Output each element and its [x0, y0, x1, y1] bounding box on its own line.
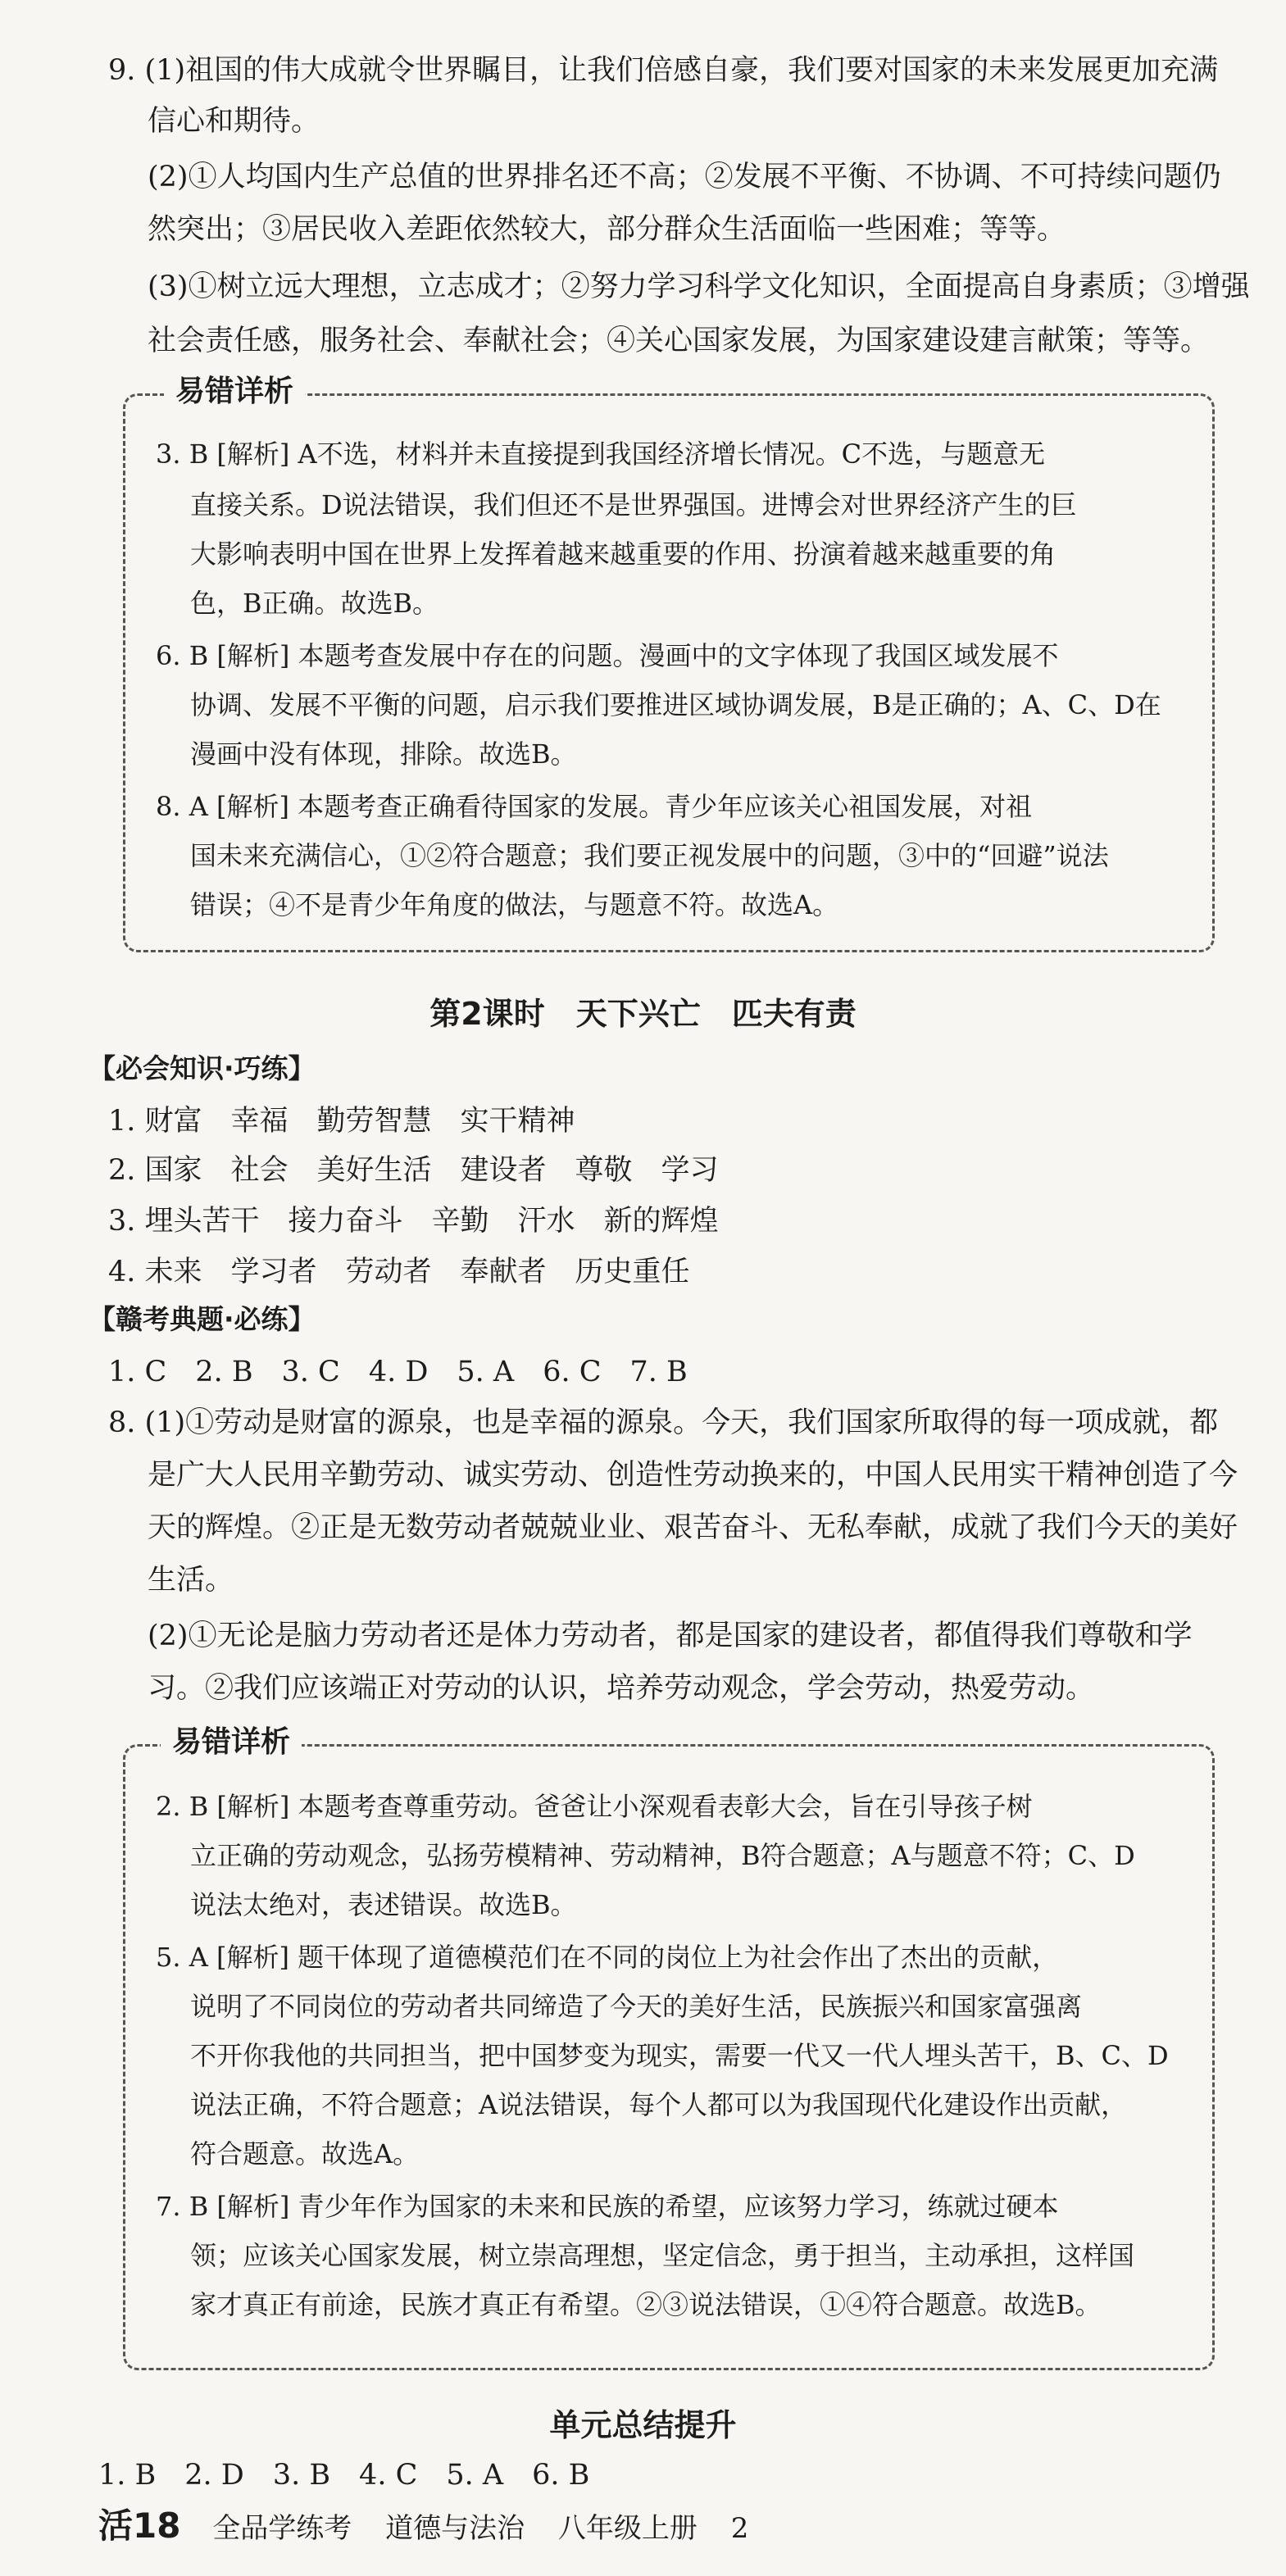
unit-answers: 1. B 2. D 3. B 4. C 5. A 6. B: [98, 2459, 590, 2492]
section-heading-exam: 【赣考典题·必练】: [89, 1303, 316, 1335]
footer-brand: 活18: [98, 2506, 181, 2546]
analysis-1-line: 直接关系。D说法错误，我们但还不是世界强国。进博会对世界经济产生的巨: [190, 489, 1077, 520]
analysis-2-line: 领；应该关心国家发展，树立崇高理想，坚定信念，勇于担当，主动承担，这样国: [190, 2240, 1135, 2271]
q9-line-1: 9. (1)祖国的伟大成就令世界瞩目，让我们倍感自豪，我们要对国家的未来发展更加充满: [108, 54, 1219, 87]
knowledge-line-4: 4. 未来 学习者 劳动者 奉献者 历史重任: [108, 1256, 690, 1288]
q8-line: 是广大人民用辛勤劳动、诚实劳动、创造性劳动换来的，中国人民用实干精神创造了今: [148, 1459, 1238, 1492]
analysis-box-1-title: 易错详析: [164, 374, 305, 410]
analysis-2-line: 2. B [解析] 本题考查尊重劳动。爸爸让小深观看表彰大会，旨在引导孩子树: [156, 1791, 1033, 1822]
q8-line: 8. (1)①劳动是财富的源泉，也是幸福的源泉。今天，我们国家所取得的每一项成就，都: [108, 1406, 1219, 1439]
analysis-2-line: 7. B [解析] 青少年作为国家的未来和民族的希望，应该努力学习，练就过硬本: [156, 2191, 1059, 2222]
choice-answers: 1. C 2. B 3. C 4. D 5. A 6. C 7. B: [108, 1356, 688, 1388]
analysis-2-line: 家才真正有前途，民族才真正有希望。②③说法错误，①④符合题意。故选B。: [190, 2289, 1102, 2320]
q9-line-4: 然突出；③居民收入差距依然较大，部分群众生活面临一些困难；等等。: [148, 213, 1066, 246]
analysis-1-line: 错误；④不是青少年角度的做法，与题意不符。故选A。: [190, 889, 839, 920]
lesson-title: 第2课时 天下兴亡 匹夫有责: [429, 996, 857, 1032]
analysis-box-2-title: 易错详析: [161, 1724, 302, 1760]
q8-line: 天的辉煌。②正是无数劳动者兢兢业业、艰苦奋斗、无私奉献，成就了我们今天的美好: [148, 1511, 1238, 1544]
section-heading-knowledge: 【必会知识·巧练】: [89, 1052, 316, 1084]
footer-number: 2: [730, 2512, 749, 2545]
analysis-1-line: 色，B正确。故选B。: [190, 588, 439, 619]
analysis-1-line: 大影响表明中国在世界上发挥着越来越重要的作用、扮演着越来越重要的角: [190, 538, 1057, 570]
analysis-2-line: 不开你我他的共同担当，把中国梦变为现实，需要一代又一代人埋头苦干，B、C、D: [190, 2040, 1169, 2071]
unit-summary-title: 单元总结提升: [549, 2407, 737, 2443]
knowledge-line-1: 1. 财富 幸福 勤劳智慧 实干精神: [108, 1105, 575, 1138]
q9-line-2: 信心和期待。: [148, 105, 320, 138]
footer-grade: 八年级上册: [557, 2512, 698, 2545]
analysis-1-line: 8. A [解析] 本题考查正确看待国家的发展。青少年应该关心祖国发展，对祖: [156, 791, 1033, 822]
q8-line: (2)①无论是脑力劳动者还是体力劳动者，都是国家的建设者，都值得我们尊敬和学: [148, 1620, 1193, 1652]
q9-line-6: 社会责任感，服务社会、奉献社会；④关心国家发展，为国家建设建言献策；等等。: [148, 325, 1210, 357]
knowledge-line-2: 2. 国家 社会 美好生活 建设者 尊敬 学习: [108, 1154, 719, 1187]
footer-subject: 道德与法治: [385, 2512, 525, 2545]
knowledge-line-3: 3. 埋头苦干 接力奋斗 辛勤 汗水 新的辉煌: [108, 1205, 719, 1238]
analysis-2-line: 符合题意。故选A。: [190, 2138, 420, 2169]
analysis-1-line: 漫画中没有体现，排除。故选B。: [190, 738, 577, 770]
analysis-1-line: 3. B [解析] A不选，材料并未直接提到我国经济增长情况。C不选，与题意无: [156, 438, 1046, 470]
analysis-2-line: 说法正确，不符合题意；A说法错误，每个人都可以为我国现代化建设作出贡献，: [190, 2089, 1128, 2120]
page-footer: [98, 2506, 748, 2548]
q8-line: 生活。: [148, 1564, 234, 1597]
analysis-2-line: 5. A [解析] 题干体现了道德模范们在不同的岗位上为社会作出了杰出的贡献，: [156, 1942, 1059, 1973]
footer-book: 全品学练考: [212, 2512, 352, 2545]
analysis-1-line: 协调、发展不平衡的问题，启示我们要推进区域协调发展，B是正确的；A、C、D在: [190, 689, 1161, 720]
analysis-2-line: 说法太绝对，表述错误。故选B。: [190, 1889, 577, 1920]
q9-line-3: (2)①人均国内生产总值的世界排名还不高；②发展不平衡、不协调、不可持续问题仍: [148, 161, 1221, 193]
analysis-1-line: 6. B [解析] 本题考查发展中存在的问题。漫画中的文字体现了我国区域发展不: [156, 640, 1059, 671]
q8-line: 习。②我们应该端正对劳动的认识，培养劳动观念，学会劳动，热爱劳动。: [148, 1672, 1095, 1705]
analysis-2-line: 说明了不同岗位的劳动者共同缔造了今天的美好生活，民族振兴和国家富强离: [190, 1991, 1083, 2022]
q9-line-5: (3)①树立远大理想，立志成才；②努力学习科学文化知识，全面提高自身素质；③增强: [148, 270, 1250, 303]
analysis-1-line: 国未来充满信心，①②符合题意；我们要正视发展中的问题，③中的“回避”说法: [190, 840, 1109, 871]
analysis-2-line: 立正确的劳动观念，弘扬劳模精神、劳动精神，B符合题意；A与题意不符；C、D: [190, 1840, 1135, 1871]
